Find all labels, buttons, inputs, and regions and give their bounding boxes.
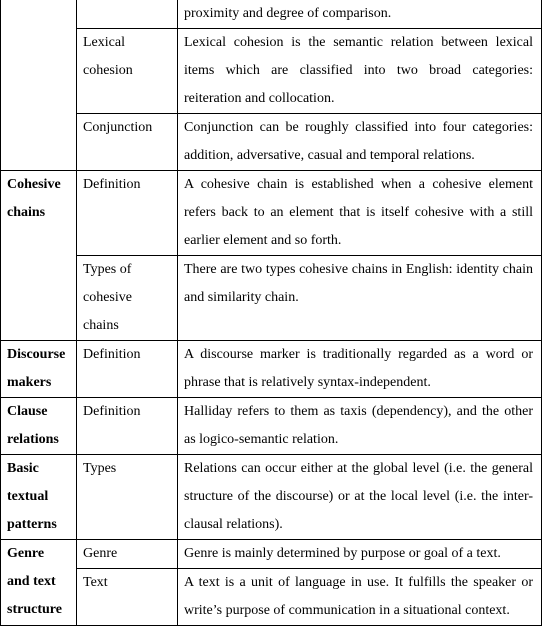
subsection-cell	[77, 0, 178, 29]
table-row	[1, 455, 542, 540]
subsection-cell: Genre	[77, 540, 178, 569]
table-row	[1, 114, 542, 171]
table-row	[1, 256, 542, 341]
description-cell: There are two types cohesive chains in English: identity chain and similarity chain.	[178, 256, 542, 341]
subsection-cell: Types of cohesive chains	[77, 256, 178, 341]
table-row	[1, 569, 542, 626]
section-cell	[1, 0, 77, 171]
description-cell: Conjunction can be roughly classified into four categories: addition, adversative, casual and temporal relations.	[178, 114, 542, 171]
description-cell: Halliday refers to them as taxis (dependency), and the other as logico-semantic relation.	[178, 398, 542, 455]
section-cell: Cohesive chains	[1, 171, 77, 341]
section-cell: Genre and text structure	[1, 540, 77, 626]
table-row	[1, 29, 542, 114]
subsection-cell: Text	[77, 569, 178, 626]
subsection-cell: Types	[77, 455, 178, 540]
subsection-cell: Definition	[77, 398, 178, 455]
description-cell: A discourse marker is traditionally regarded as a word or phrase that is relatively syntax-independent.	[178, 341, 542, 398]
section-cell: Basic textual patterns	[1, 455, 77, 540]
section-cell: Discourse makers	[1, 341, 77, 398]
description-cell: Relations can occur either at the global level (i.e. the general structure of the discourse) or at the local level (i.e. the inter-clausal relations).	[178, 455, 542, 540]
subsection-cell: Lexical cohesion	[77, 29, 178, 114]
table-row	[1, 540, 542, 569]
description-cell: Genre is mainly determined by purpose or goal of a text.	[178, 540, 542, 569]
table-row	[1, 0, 542, 29]
table-row	[1, 341, 542, 398]
description-cell: A cohesive chain is established when a cohesive element refers back to an element that is itself cohesive with a still earlier element and so forth.	[178, 171, 542, 256]
description-cell: proximity and degree of comparison.	[178, 0, 542, 29]
section-cell: Clause relations	[1, 398, 77, 455]
subsection-cell: Definition	[77, 341, 178, 398]
table-row	[1, 398, 542, 455]
subsection-cell: Conjunction	[77, 114, 178, 171]
description-cell: A text is a unit of language in use. It fulfills the speaker or write’s purpose of communication in a situational context.	[178, 569, 542, 626]
table-row	[1, 171, 542, 256]
subsection-cell: Definition	[77, 171, 178, 256]
description-cell: Lexical cohesion is the semantic relation between lexical items which are classified into two broad categories: reiteration and collocation.	[178, 29, 542, 114]
